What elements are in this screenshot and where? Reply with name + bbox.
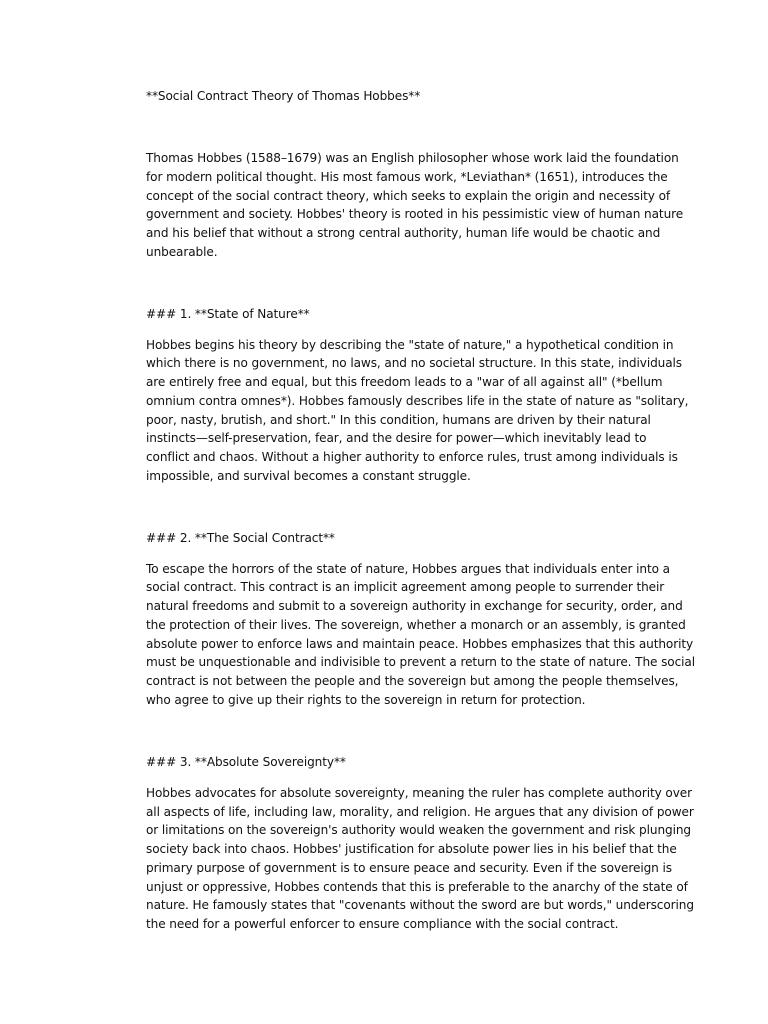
document-title: **Social Contract Theory of Thomas Hobbes**	[146, 89, 421, 103]
paragraph-line: conflict and chaos. Without a higher authority to enforce rules, trust among individuals is	[146, 450, 678, 464]
paragraph-line: society back into chaos. Hobbes' justification for absolute power lies in his belief that the	[146, 842, 677, 856]
paragraph-line: Hobbes begins his theory by describing the "state of nature," a hypothetical condition in	[146, 338, 674, 352]
paragraph-line: omnium contra omnes*). Hobbes famously describes life in the state of nature as "solitary,	[146, 394, 689, 408]
intro-line: unbearable.	[146, 245, 218, 259]
paragraph-line: To escape the horrors of the state of nature, Hobbes argues that individuals enter into a	[146, 562, 670, 576]
paragraph-line: natural freedoms and submit to a sovereign authority in exchange for security, order, and	[146, 599, 683, 613]
paragraph-line: who agree to give up their rights to the sovereign in return for protection.	[146, 693, 586, 707]
paragraph-line: nature. He famously states that "covenants without the sword are but words," underscoring	[146, 898, 694, 912]
paragraph-line: the need for a powerful enforcer to ensure compliance with the social contract.	[146, 917, 619, 931]
paragraph-line: instincts—self-preservation, fear, and the desire for power—which inevitably lead to	[146, 431, 647, 445]
paragraph-line: contract is not between the people and the sovereign but among the people themselves,	[146, 674, 679, 688]
section-heading-absolute-sovereignty: ### 3. **Absolute Sovereignty**	[146, 755, 346, 769]
paragraph-line: must be unquestionable and indivisible to prevent a return to the state of nature. The social	[146, 655, 695, 669]
intro-line: government and society. Hobbes' theory is rooted in his pessimistic view of human nature	[146, 207, 684, 221]
section-heading-social-contract: ### 2. **The Social Contract**	[146, 531, 335, 545]
paragraph-line: the protection of their lives. The sovereign, whether a monarch or an assembly, is granted	[146, 618, 686, 632]
paragraph-line: which there is no government, no laws, and no societal structure. In this state, individuals	[146, 356, 682, 370]
paragraph-line: social contract. This contract is an implicit agreement among people to surrender their	[146, 580, 665, 594]
paragraph-line: absolute power to enforce laws and maintain peace. Hobbes emphasizes that this authority	[146, 637, 694, 651]
paragraph-line: or limitations on the sovereign's authority would weaken the government and risk plunging	[146, 823, 691, 837]
paragraph-line: are entirely free and equal, but this freedom leads to a "war of all against all" (*bellum	[146, 375, 663, 389]
paragraph-line: impossible, and survival becomes a constant struggle.	[146, 469, 471, 483]
section-heading-state-of-nature: ### 1. **State of Nature**	[146, 307, 310, 321]
paragraph-line: all aspects of life, including law, morality, and religion. He argues that any division of power	[146, 805, 694, 819]
paragraph-line: Hobbes advocates for absolute sovereignty, meaning the ruler has complete authority over	[146, 786, 692, 800]
paragraph-line: unjust or oppressive, Hobbes contends that this is preferable to the anarchy of the state of	[146, 880, 688, 894]
intro-line: Thomas Hobbes (1588–1679) was an English philosopher whose work laid the foundation	[146, 151, 679, 165]
intro-line: for modern political thought. His most famous work, *Leviathan* (1651), introduces the	[146, 170, 668, 184]
paragraph-line: poor, nasty, brutish, and short." In this condition, humans are driven by their natural	[146, 413, 651, 427]
paragraph-line: primary purpose of government is to ensure peace and security. Even if the sovereign is	[146, 861, 672, 875]
intro-line: and his belief that without a strong central authority, human life would be chaotic and	[146, 226, 661, 240]
intro-line: concept of the social contract theory, which seeks to explain the origin and necessity of	[146, 189, 671, 203]
